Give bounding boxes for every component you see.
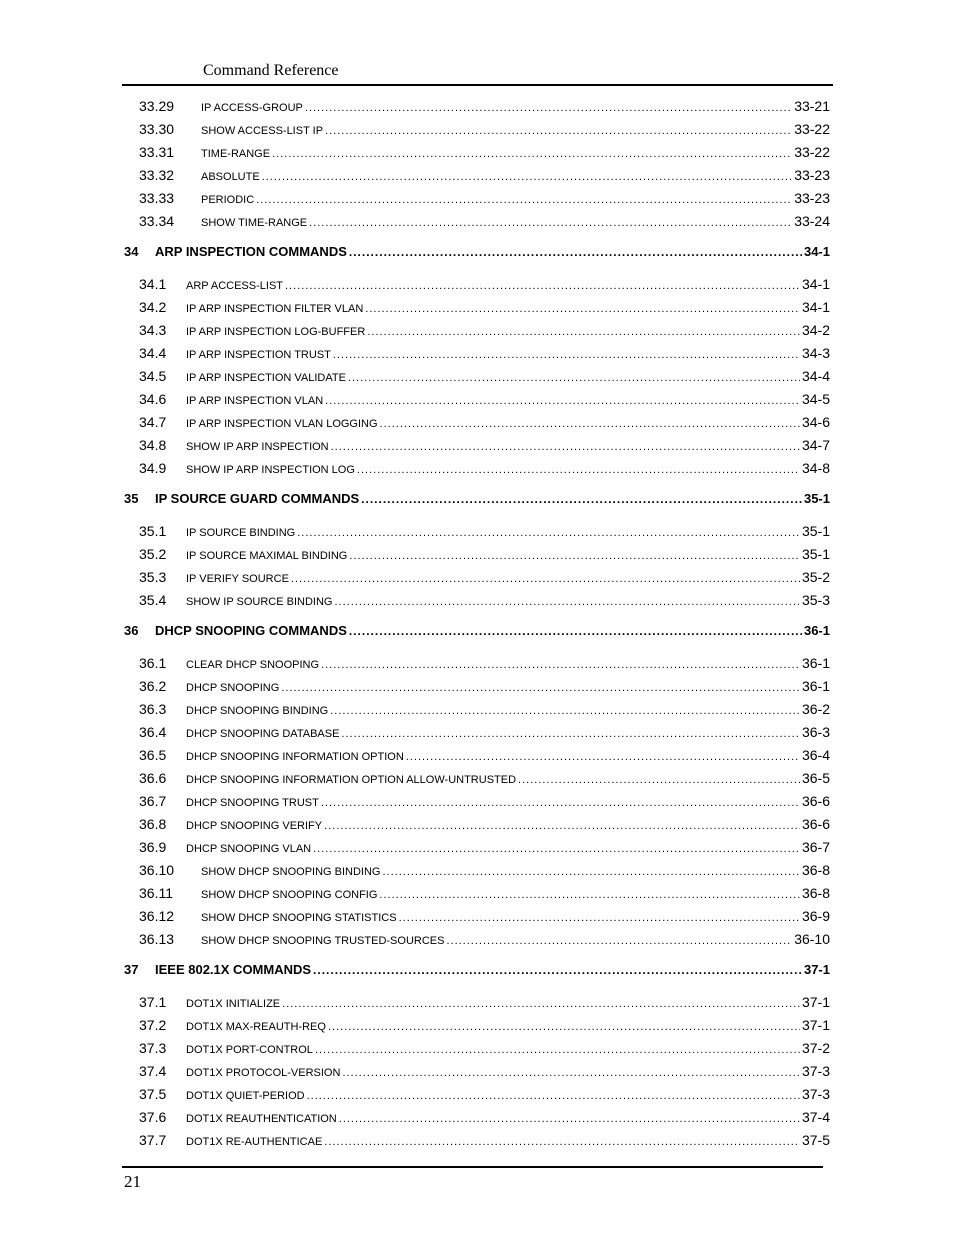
toc-entry-page: 33-22: [794, 121, 830, 137]
toc-entry-number: 36.11: [139, 885, 173, 901]
toc-entry-number: 34.3: [139, 322, 167, 338]
toc-entry-page: 33-23: [794, 190, 830, 206]
toc-entry-number: 33.31: [139, 144, 175, 160]
toc-entry-number: 37: [124, 962, 139, 977]
toc-entry-page: 34-4: [801, 368, 830, 384]
toc-entry-title: IP ARP INSPECTION VALIDATE: [186, 372, 346, 384]
toc-entry-number: 34.9: [139, 460, 167, 476]
toc-entry-title: CLEAR DHCP SNOOPING: [186, 659, 320, 671]
dot-leader: [324, 1136, 800, 1148]
toc-entry-number: 37.6: [139, 1109, 167, 1125]
dot-leader: [361, 492, 802, 506]
toc-entry-title: DOT1X MAX-REAUTH-REQ: [186, 1021, 326, 1033]
toc-entry-page: 37-1: [803, 962, 830, 977]
toc-entry-number: 36.8: [139, 816, 167, 832]
toc-entry[interactable]: [139, 839, 830, 855]
dot-leader: [349, 624, 802, 638]
toc-entry-title: DHCP SNOOPING INFORMATION OPTION ALLOW-UNTRUSTED: [186, 774, 517, 786]
dot-leader: [382, 866, 799, 878]
toc-entry[interactable]: [139, 523, 830, 539]
toc-entry[interactable]: [139, 569, 830, 585]
toc-entry[interactable]: [139, 98, 830, 114]
toc-entry-title: DHCP SNOOPING VERIFY: [186, 820, 323, 832]
toc-entry-page: 34-1: [801, 299, 830, 315]
dot-leader: [328, 1021, 800, 1033]
toc-entry-number: 37.3: [139, 1040, 167, 1056]
toc-entry-title: DOT1X PORT-CONTROL: [186, 1044, 313, 1056]
toc-entry-page: 34-1: [801, 276, 830, 292]
toc-entry-page: 36-1: [801, 678, 830, 694]
toc-entry-page: 33-21: [794, 98, 830, 114]
toc-entry[interactable]: [139, 190, 830, 206]
toc-entry-page: 36-9: [801, 908, 830, 924]
toc-entry-page: 36-4: [801, 747, 830, 763]
toc-entry-number: 36.1: [139, 655, 167, 671]
toc-entry-title: DOT1X RE-AUTHENTICAE: [186, 1136, 323, 1148]
toc-entry[interactable]: [139, 678, 830, 694]
toc-entry-title: DOT1X PROTOCOL-VERSION: [186, 1067, 341, 1079]
dot-leader: [321, 659, 800, 671]
toc-entry-title: SHOW DHCP SNOOPING CONFIG: [201, 889, 378, 901]
toc-entry-title: DOT1X REAUTHENTICATION: [186, 1113, 337, 1125]
toc-entry-number: 34.4: [139, 345, 167, 361]
dot-leader: [333, 349, 800, 361]
toc-entry-page: 36-8: [801, 862, 830, 878]
toc-entry-number: 37.7: [139, 1132, 167, 1148]
dot-leader: [272, 148, 792, 160]
dot-leader: [334, 596, 799, 608]
toc-entry-title: ABSOLUTE: [201, 171, 260, 183]
toc-entry[interactable]: [139, 931, 830, 947]
toc-entry-page: 35-3: [801, 592, 830, 608]
toc-entry-number: 36.4: [139, 724, 167, 740]
toc-entry-page: 36-10: [794, 931, 830, 947]
toc-chapter-entry[interactable]: [124, 962, 830, 977]
toc-entry-title: SHOW TIME-RANGE: [201, 217, 308, 229]
toc-entry[interactable]: [139, 1040, 830, 1056]
toc-entry[interactable]: [139, 213, 830, 229]
toc-entry-page: 35-1: [801, 546, 830, 562]
toc-entry[interactable]: [139, 460, 830, 476]
dot-leader: [341, 728, 800, 740]
toc-entry-page: 34-5: [801, 391, 830, 407]
toc-entry-page: 36-8: [801, 885, 830, 901]
toc-entry[interactable]: [139, 121, 830, 137]
toc-entry[interactable]: [139, 1017, 830, 1033]
toc-entry-number: 36.9: [139, 839, 167, 855]
toc-entry[interactable]: [139, 592, 830, 608]
toc-entry-title: IP ARP INSPECTION FILTER VLAN: [186, 303, 364, 315]
toc-entry-title: SHOW DHCP SNOOPING TRUSTED-SOURCES: [201, 935, 445, 947]
toc-entry-number: 37.4: [139, 1063, 167, 1079]
page-number: 21: [124, 1172, 141, 1191]
toc-entry[interactable]: [139, 1132, 830, 1148]
toc-entry-title: IP ARP INSPECTION VLAN: [186, 395, 324, 407]
dot-leader: [339, 1113, 800, 1125]
toc-entry-title: IP ACCESS-GROUP: [201, 102, 303, 114]
toc-entry[interactable]: [139, 1109, 830, 1125]
toc-entry-number: 33.33: [139, 190, 175, 206]
toc-entry[interactable]: [139, 276, 830, 292]
toc-entry-title: SHOW ACCESS-LIST IP: [201, 125, 324, 137]
toc-entry-title: SHOW IP ARP INSPECTION: [186, 441, 329, 453]
toc-entry-number: 35: [124, 491, 139, 506]
dot-leader: [406, 751, 800, 763]
dot-leader: [367, 326, 800, 338]
toc-entry-title: SHOW DHCP SNOOPING BINDING: [201, 866, 381, 878]
toc-chapter-entry[interactable]: [124, 491, 830, 506]
toc-entry-title: IEEE 802.1X COMMANDS: [155, 962, 312, 977]
toc-entry-title: IP SOURCE BINDING: [186, 527, 296, 539]
toc-entry-title: IP SOURCE MAXIMAL BINDING: [186, 550, 348, 562]
toc-entry-page: 36-6: [801, 793, 830, 809]
dot-leader: [357, 464, 800, 476]
toc-entry-page: 37-5: [801, 1132, 830, 1148]
toc-entry-title: SHOW IP SOURCE BINDING: [186, 596, 333, 608]
running-header-title: Command Reference: [203, 62, 339, 79]
toc-entry-title: TIME-RANGE: [201, 148, 271, 160]
toc-entry[interactable]: [139, 1063, 830, 1079]
dot-leader: [379, 889, 800, 901]
toc-entry[interactable]: [139, 994, 830, 1010]
toc-entry-number: 36.2: [139, 678, 167, 694]
toc-entry-title: DHCP SNOOPING COMMANDS: [155, 623, 347, 638]
toc-entry-page: 33-24: [794, 213, 830, 229]
dot-leader: [305, 102, 792, 114]
toc-entry-number: 33.32: [139, 167, 175, 183]
toc-entry-page: 34-7: [801, 437, 830, 453]
toc-entry[interactable]: [139, 793, 830, 809]
toc-entry[interactable]: [139, 322, 830, 338]
toc-entry-number: 33.30: [139, 121, 175, 137]
toc-entry-number: 35.2: [139, 546, 167, 562]
toc-entry-page: 36-1: [801, 655, 830, 671]
toc-entry-page: 36-5: [801, 770, 830, 786]
toc-entry-page: 35-2: [801, 569, 830, 585]
toc-entry[interactable]: [139, 770, 830, 786]
dot-leader: [313, 963, 802, 977]
toc-entry-title: DOT1X INITIALIZE: [186, 998, 281, 1010]
toc-entry-number: 34: [124, 244, 139, 259]
toc-entry-title: SHOW DHCP SNOOPING STATISTICS: [201, 912, 397, 924]
toc-entry-number: 37.2: [139, 1017, 167, 1033]
toc-entry-number: 34.6: [139, 391, 167, 407]
dot-leader: [349, 550, 800, 562]
dot-leader: [446, 935, 792, 947]
toc-entry-title: DHCP SNOOPING TRUST: [186, 797, 319, 809]
dot-leader: [282, 998, 800, 1010]
toc-entry-number: 34.1: [139, 276, 167, 292]
toc-entry-number: 36.5: [139, 747, 167, 763]
toc-entry[interactable]: [139, 414, 830, 430]
toc-entry-title: DOT1X QUIET-PERIOD: [186, 1090, 305, 1102]
toc-entry-number: 36: [124, 623, 139, 638]
toc-entry[interactable]: [139, 299, 830, 315]
toc-entry-number: 36.10: [139, 862, 175, 878]
toc-entry-number: 34.2: [139, 299, 167, 315]
toc-entry[interactable]: [139, 167, 830, 183]
dot-leader: [365, 303, 800, 315]
toc-entry[interactable]: [139, 368, 830, 384]
dot-leader: [315, 1044, 800, 1056]
toc-entry-number: 37.1: [139, 994, 167, 1010]
footer-rule: [122, 1166, 823, 1168]
toc-entry-page: 35-1: [803, 491, 830, 506]
toc-entry-title: DHCP SNOOPING VLAN: [186, 843, 312, 855]
dot-leader: [348, 372, 800, 384]
toc-entry-page: 33-23: [794, 167, 830, 183]
toc-entry-page: 36-7: [801, 839, 830, 855]
toc-entry[interactable]: [139, 1086, 830, 1102]
toc-entry[interactable]: [139, 391, 830, 407]
dot-leader: [256, 194, 792, 206]
toc-chapter-entry[interactable]: [124, 623, 830, 638]
toc-entry-title: DHCP SNOOPING BINDING: [186, 705, 329, 717]
toc-entry-title: IP ARP INSPECTION VLAN LOGGING: [186, 418, 378, 430]
dot-leader: [331, 441, 800, 453]
toc-entry-number: 34.5: [139, 368, 167, 384]
toc-entry-number: 33.34: [139, 213, 175, 229]
toc-chapter-entry[interactable]: [124, 244, 830, 259]
toc-entry-title: DHCP SNOOPING DATABASE: [186, 728, 340, 740]
toc-entry-number: 35.1: [139, 523, 167, 539]
dot-leader: [321, 797, 800, 809]
toc-entry[interactable]: [139, 747, 830, 763]
toc-entry-page: 33-22: [794, 144, 830, 160]
toc-entry-number: 34.8: [139, 437, 167, 453]
dot-leader: [313, 843, 800, 855]
dot-leader: [307, 1090, 800, 1102]
toc-entry-page: 34-2: [801, 322, 830, 338]
toc-entry[interactable]: [139, 437, 830, 453]
toc-entry-number: 35.4: [139, 592, 167, 608]
dot-leader: [291, 573, 800, 585]
dot-leader: [399, 912, 800, 924]
toc-entry-page: 37-3: [801, 1086, 830, 1102]
toc-entry[interactable]: [139, 862, 830, 878]
toc-entry-page: 37-4: [801, 1109, 830, 1125]
toc-entry-number: 36.13: [139, 931, 175, 947]
toc-entry-title: DHCP SNOOPING: [186, 682, 280, 694]
dot-leader: [325, 125, 792, 137]
dot-leader: [330, 705, 800, 717]
dot-leader: [349, 245, 802, 259]
dot-leader: [281, 682, 800, 694]
toc-entry-title: ARP INSPECTION COMMANDS: [155, 244, 347, 259]
toc-entry[interactable]: [139, 885, 830, 901]
toc-entry[interactable]: [139, 345, 830, 361]
dot-leader: [309, 217, 792, 229]
toc-entry-title: PERIODIC: [201, 194, 255, 206]
toc-entry-page: 37-3: [801, 1063, 830, 1079]
toc-entry-number: 36.12: [139, 908, 175, 924]
toc-entry-title: ARP ACCESS-LIST: [186, 280, 283, 292]
toc-entry-number: 36.6: [139, 770, 167, 786]
toc-entry[interactable]: [139, 546, 830, 562]
toc-entry-title: IP SOURCE GUARD COMMANDS: [155, 491, 360, 506]
dot-leader: [325, 395, 800, 407]
toc-entry-page: 34-6: [801, 414, 830, 430]
toc-entry-title: IP ARP INSPECTION LOG-BUFFER: [186, 326, 366, 338]
dot-leader: [380, 418, 800, 430]
dot-leader: [324, 820, 800, 832]
toc-entry-number: 35.3: [139, 569, 167, 585]
toc-entry[interactable]: [139, 701, 830, 717]
toc-entry-title: DHCP SNOOPING INFORMATION OPTION: [186, 751, 404, 763]
dot-leader: [262, 171, 793, 183]
toc-entry-title: IP VERIFY SOURCE: [186, 573, 289, 585]
dot-leader: [518, 774, 800, 786]
toc-entry[interactable]: [139, 724, 830, 740]
toc-entry-number: 34.7: [139, 414, 167, 430]
toc-entry-number: 37.5: [139, 1086, 167, 1102]
toc-entry-number: 36.3: [139, 701, 167, 717]
toc-entry-page: 36-6: [801, 816, 830, 832]
dot-leader: [285, 280, 800, 292]
toc-entry-page: 34-8: [801, 460, 830, 476]
toc-entry-page: 35-1: [801, 523, 830, 539]
toc-entry-number: 33.29: [139, 98, 175, 114]
toc-entry-page: 37-1: [801, 1017, 830, 1033]
toc-entry-page: 34-3: [801, 345, 830, 361]
toc-entry-page: 36-1: [803, 623, 830, 638]
toc-entry-page: 36-2: [801, 701, 830, 717]
toc-entry-title: SHOW IP ARP INSPECTION LOG: [186, 464, 355, 476]
toc-entry-title: IP ARP INSPECTION TRUST: [186, 349, 331, 361]
toc-entry[interactable]: [139, 144, 830, 160]
toc-entry-page: 36-3: [801, 724, 830, 740]
dot-leader: [297, 527, 800, 539]
toc-entry[interactable]: [139, 908, 830, 924]
toc-entry-number: 36.7: [139, 793, 167, 809]
toc-entry-page: 34-1: [803, 244, 830, 259]
dot-leader: [342, 1067, 800, 1079]
toc-entry[interactable]: [139, 655, 830, 671]
toc-entry-page: 37-2: [801, 1040, 830, 1056]
toc-entry[interactable]: [139, 816, 830, 832]
toc-entry-page: 37-1: [801, 994, 830, 1010]
